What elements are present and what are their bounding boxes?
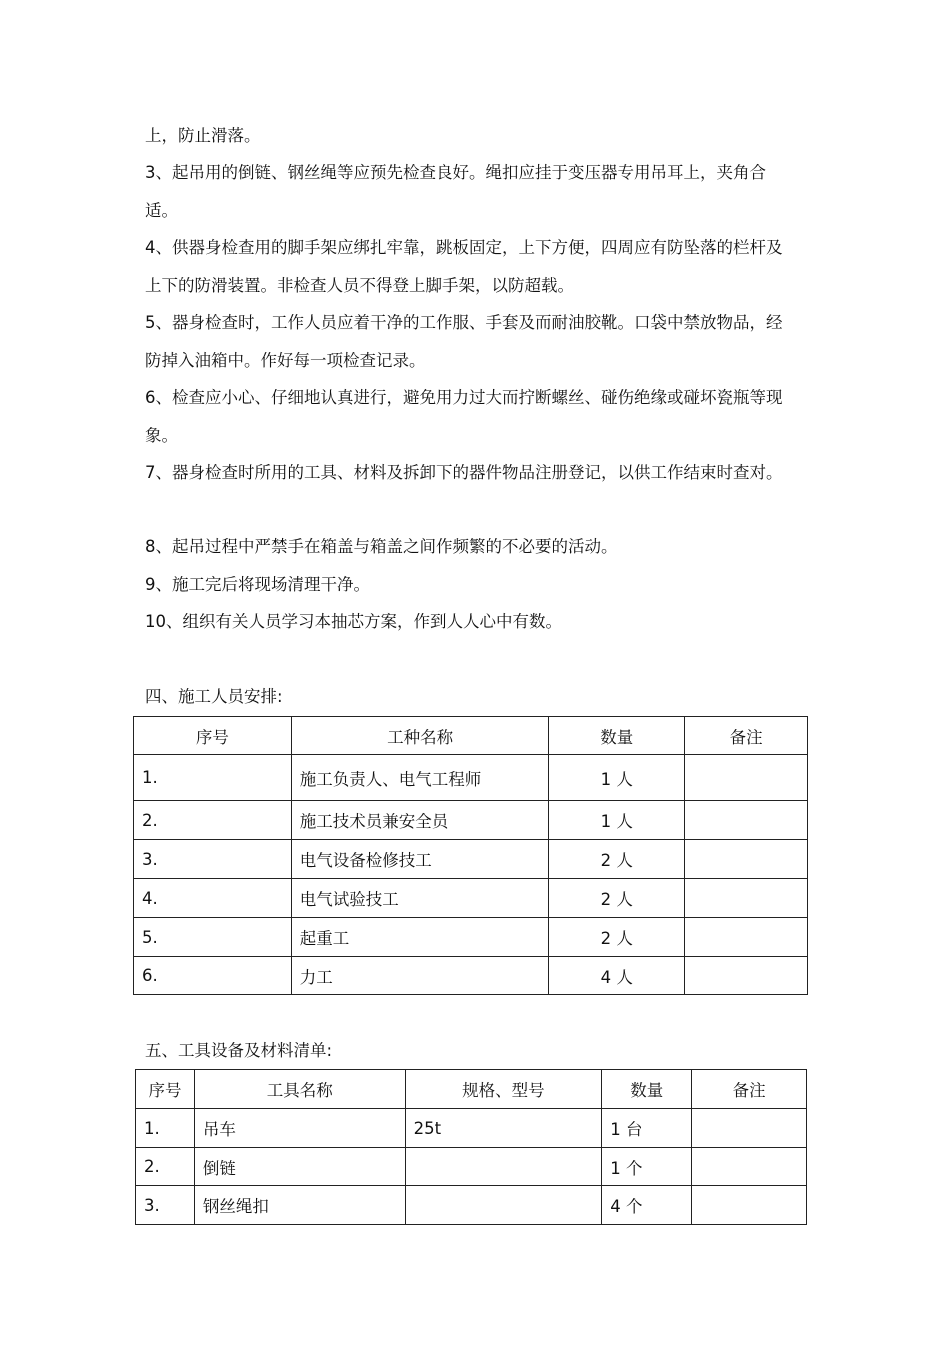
table-cell: 吊车 [194,1109,405,1148]
table-cell: 2. [134,801,292,840]
table-cell: 4 个 [602,1186,692,1225]
table-cell: 2. [136,1148,195,1186]
section-5-heading: 五、工具设备及材料清单: [145,1041,333,1060]
table-cell [405,1186,602,1225]
table-row [134,755,808,801]
table-cell: 6. [134,957,292,995]
table-cell: 2 人 [549,879,685,918]
paragraph-item-5: 5、器身检查时，工作人员应着干净的工作服、手套及而耐油胶靴。口袋中禁放物品，经防掉入油箱中。作好每一项检查记录。 [145,313,783,370]
table-cell: 1. [136,1109,195,1148]
table-cell: 2 人 [549,840,685,879]
table-cell: 5. [134,918,292,957]
table-header-row [134,717,808,755]
table-row [134,840,808,879]
header-cell: 序号 [134,717,292,755]
table-cell: 1. [134,755,292,801]
header-cell: 备注 [685,717,808,755]
table-cell [685,755,808,801]
table-cell: 3. [134,840,292,879]
table-cell: 3. [136,1186,195,1225]
table-row [134,918,808,957]
table-cell: 1 个 [602,1148,692,1186]
paragraph-item-9: 9、施工完后将现场清理干净。 [145,575,370,594]
table-cell [685,801,808,840]
header-cell: 工具名称 [194,1070,405,1109]
table-cell [685,957,808,995]
paragraph-item-4: 4、供器身检查用的脚手架应绑扎牢靠，跳板固定，上下方便，四周应有防坠落的栏杆及上下的防滑装置。非检查人员不得登上脚手架，以防超载。 [145,238,783,295]
section-4-heading: 四、施工人员安排: [145,687,283,706]
header-cell: 备注 [692,1070,807,1109]
table-cell: 电气设备检修技工 [291,840,549,879]
table-cell: 4 人 [549,957,685,995]
paragraph-item-8: 8、起吊过程中严禁手在箱盖与箱盖之间作频繁的不必要的活动。 [145,537,618,556]
header-cell: 数量 [602,1070,692,1109]
table-cell: 1 台 [602,1109,692,1148]
header-cell: 规格、型号 [405,1070,602,1109]
paragraph-item-10: 10、组织有关人员学习本抽芯方案，作到人人心中有数。 [145,612,562,631]
table-cell: 1 人 [549,801,685,840]
table-cell: 4. [134,879,292,918]
table-row [134,879,808,918]
table-cell: 施工负责人、电气工程师 [291,755,549,801]
staff-table [133,716,808,995]
table-cell: 电气试验技工 [291,879,549,918]
header-cell: 数量 [549,717,685,755]
table-cell: 起重工 [291,918,549,957]
header-cell: 序号 [136,1070,195,1109]
paragraph-item-7: 7、器身检查时所用的工具、材料及拆卸下的器件物品注册登记，以供工作结束时查对。 [145,463,783,482]
tools-table [135,1069,807,1225]
table-cell [685,879,808,918]
table-cell: 钢丝绳扣 [194,1186,405,1225]
table-cell [685,918,808,957]
table-row [136,1109,807,1148]
paragraph-item-3: 3、起吊用的倒链、钢丝绳等应预先检查良好。绳扣应挂于变压器专用吊耳上，夹角合适。 [145,163,766,220]
table-cell: 施工技术员兼安全员 [291,801,549,840]
paragraph-item-6: 6、检查应小心、仔细地认真进行，避免用力过大而拧断螺丝、碰伤绝缘或碰坏瓷瓶等现象。 [145,388,783,445]
table-cell [692,1186,807,1225]
table-cell: 2 人 [549,918,685,957]
table-cell [692,1109,807,1148]
table-cell: 1 人 [549,755,685,801]
table-header-row [136,1070,807,1109]
table-cell: 倒链 [194,1148,405,1186]
table-cell: 25t [405,1109,602,1148]
table-row [136,1148,807,1186]
table-row [134,957,808,995]
table-cell [405,1148,602,1186]
table-cell [685,840,808,879]
table-row [134,801,808,840]
table-cell [692,1148,807,1186]
table-cell: 力工 [291,957,549,995]
table-row [136,1186,807,1225]
paragraph-continuation: 上，防止滑落。 [145,126,261,145]
header-cell: 工种名称 [291,717,549,755]
